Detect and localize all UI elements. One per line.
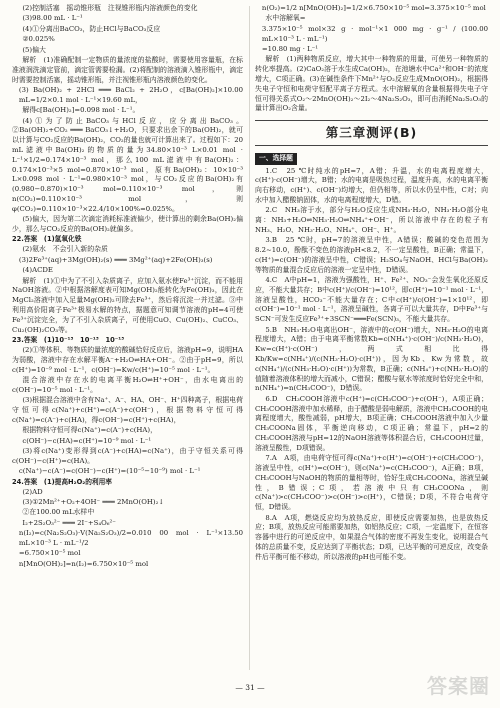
equation-line: (3)2Fe³⁺(aq)+3Mg(OH)₂(s) ═══ 3Mg²⁺(aq)+2Fe(OH)₃(s) <box>18 255 213 264</box>
answer-heading: 24.答案 (1)提高H₂O₂的利用率 <box>12 477 112 486</box>
paragraph: 7.A A项，由电荷守恒可得c(Na⁺)+c(H⁺)=c(OH⁻)+c(CH₃COO⁻)，溶液呈中性，c(H⁺)=c(OH⁻)，则c(Na⁺)=c(CH₃COO⁻)，A正确；B项，CH₃COOH与NaOH的物质的量相等时，恰好生成CH₃COONa，溶液呈碱性，B错误；C项，若溶液中只有CH₃COONa，则c(Na⁺)>c(CH₃COO⁻)>c(OH⁻)>c(H⁺)，C错误；D项，不符合电荷守恒，D错误。 <box>255 454 488 512</box>
paragraph: (5)偏大，因为第二次滴定消耗标准液偏少，使计算出的剩余Ba(OH)₂偏少，那么与CO₂反应的Ba(OH)₂就偏多。 <box>12 215 243 233</box>
equation-line: =10.80 mg · L⁻¹ <box>261 44 319 53</box>
chapter-title: 第三章测评(B) <box>325 125 418 141</box>
chapter-title-band <box>255 120 488 146</box>
paragraph: 8.A A项，燃烧反应均为放热反应，即使反应需要加热，也是放热反应；B项，放热反应可能需要加热，如铝热反应；C项，一定温度下，在恒容容器中进行的可逆反应中，如果混合气体的密度不再发生变化，说明混合气体的总质量不变，反应达到了平衡状态；D项，已达平衡的可逆反应，改变条件后平衡可能不移动，所以溶液的pH也可能不变。 <box>255 513 488 561</box>
paragraph: 混合溶液中存在水的电离平衡H₂O⇌H⁺+OH⁻，由水电离出的c(OH⁻)=10⁻⁵ mol · L⁻¹。 <box>12 376 243 394</box>
paragraph: (3)将c(Na⁺)变形得到c(A⁻)+c(HA)=c(Na⁺)，由于守恒关系可得c(OH⁻)−c(H⁺)=c(HA)。 <box>12 446 243 465</box>
equation-line: c(Na⁺)−c(A⁻)=c(OH⁻)−c(H⁺)=(10⁻⁵−10⁻⁹) mol · L⁻¹ <box>18 467 201 476</box>
equation-line: =6.750×10⁻⁵ mol <box>18 549 81 558</box>
paragraph: (2)氨水 不会引入新的杂质 <box>22 245 108 254</box>
column-divider <box>249 6 250 670</box>
paragraph: (4)ACDE <box>22 266 53 275</box>
paragraph: (3)根据混合溶液中含有Na⁺、A⁻、HA、OH⁻、H⁺四种离子，根据电荷守恒可得c(Na⁺)+c(H⁺)=c(A⁻)+c(OH⁻)，根据物料守恒可得c(Na⁺)=c(A⁻)+c(HA)，得c(OH⁻)=c(H⁺)+c(HA)， <box>12 396 243 424</box>
section-heading: 一、选择题 <box>255 153 297 165</box>
paragraph: c(OH⁻)−c(HA)=c(H⁺)=10⁻⁹ mol · L⁻¹ <box>22 436 152 445</box>
answer-heading: 22.答案 (1)氢氧化铁 <box>12 235 82 244</box>
watermark-logo: 答案圈 <box>427 674 490 698</box>
paragraph: 解析 (1)两种物质反应，增大其中一种物质的用量，可使另一种物质的转化率提高。(2)CaO₂溶于水生成Ca(OH)₂，在池塘水中Ca²⁺和OH⁻的浓度增大，C项正确。(3)在碱性条件下Mn²⁺与O₂反应生成MnO(OH)₂，根据得失电子守恒和电荷守恒配平离子方程式。水中溶解氧的含量根据得失电子守恒可得关系式O₂～2MnO(OH)₂～2I₂～4Na₂S₂O₃，即可由消耗Na₂S₂O₃的量计算出O₂含量。 <box>255 55 488 113</box>
equation-line: n(O₂)=1/2 n[MnO(OH)₂]=1/2×6.750×10⁻⁵ mol=3.375×10⁻⁵ mol <box>261 4 486 12</box>
paragraph: (2)控制活塞 摇动锥形瓶 注视锥形瓶内溶液颜色的变化 <box>22 4 198 12</box>
paragraph: (3)98.00 mL · L⁻¹ <box>22 14 83 23</box>
paragraph: (4)①分离出BaCO₃，防止HCl与BaCO₃反应 <box>22 24 161 33</box>
paragraph: 解析 (1)准确配制一定物质的量浓度的盐酸时，需要使用容量瓶，在标准液润洗滴定管前，滴定管需要检漏。(2)将配制的溶液滴入锥形瓶中，滴定时需要控制活塞，摇动锥形瓶，并注视锥形瓶内溶液颜色的变化。 <box>12 55 243 84</box>
paragraph: (4)①为了防止BaCO₃与HCl反应，应分离出BaCO₃。②Ba(OH)₂+CO₂ ═══ BaCO₃↓+H₂O，只要求出余下的Ba(OH)₂，就可以计算与CO₂反应的Ba(OH)₂，CO₂的量也就可计算出来了。过程如下：20 mL滤液中Ba(OH)₂的物质的量为34.80×10⁻³ L×0.01 mol · L⁻¹×1/2=0.174×10⁻³ mol，那么100 mL滤液中有Ba(OH)₂：0.174×10⁻³×5 mol=0.870×10⁻³ mol，原有Ba(OH)₂：10×10⁻³ L×0.098 mol · L⁻¹=0.980×10⁻³ mol，与CO₂反应的Ba(OH)₂有(0.980−0.870)×10⁻³ mol=0.110×10⁻³ mol，则n(CO₂)=0.110×10⁻³ mol，则φ(CO₂)=0.110×10⁻³×22.4/10×100%=0.025%。 <box>12 116 243 213</box>
paragraph: (5)偏大 <box>22 45 46 54</box>
left-column <box>12 4 243 672</box>
equation-line: n(I₂)=c(Na₂S₂O₃)·V(Na₂S₂O₃)/2=0.010 00 mol · L⁻¹×13.50 mL×10⁻³ L · mL⁻¹/2 <box>18 529 243 548</box>
paragraph: 根据物料守恒可得c(Na⁺)=c(A⁻)+c(HA)， <box>22 426 157 435</box>
paragraph: (3)①2Mn²⁺+O₂+4OH⁻ ═══ 2MnO(OH)₂↓ <box>22 498 165 507</box>
paragraph: 解析 (1)①中为了不引入杂质离子，应加入氨水使Fe³⁺沉淀，而不能用NaOH溶液。②中根据溶解度表可知Mg(OH)₂能转化为Fe(OH)₃，因此在MgCl₂溶液中加入足量Mg(OH)₂可除去Fe³⁺，然后将沉淀一并过滤。③中利用高价阳离子Fe³⁺极易水解的特点，据题意可知调节溶液的pH=4可使Fe³⁺沉淀完全，为了不引入杂质离子，可使用CuO、Cu(OH)₂、CuCO₃、Cu₂(OH)₂CO₃等。 <box>12 276 243 334</box>
page-number: — 31 — <box>235 683 265 692</box>
paragraph: 解得c[Ba(OH)₂]=0.098 mol · L⁻¹。 <box>22 106 140 115</box>
paragraph: 3.B 25 ℃时，pH=7的溶液呈中性，A错误；酸碱的变色范围为8.2~10.0，酚酞不变色的溶液pH<8.2，不一定呈酸性，B正确；常温下，c(H⁺)=c(OH⁻)的溶液呈中性，C错误；H₂SO₄与NaOH、HCl与Ba(OH)₂等物质的量混合反应后的溶液一定呈中性，D错误。 <box>255 236 488 274</box>
right-column <box>255 4 488 672</box>
paragraph: I₂+2S₂O₃²⁻ ═══ 2I⁻+S₄O₆²⁻ <box>22 518 116 527</box>
paragraph: ②在100.00 mL水样中 <box>22 508 95 517</box>
paragraph: (2)AD <box>22 487 43 496</box>
paragraph: 水中溶解氧= <box>265 14 306 23</box>
answer-heading: 23.答案 (1)10⁻¹³ 10⁻¹³ 10⁻¹³ <box>12 335 125 344</box>
paragraph: 4.C A中pH=1，溶液为强酸性，H⁺、Fe²⁺、NO₃⁻会发生氧化还原反应，不能大量共存；B中c(H⁺)/c(OH⁻)=10¹²，即c(H⁺)=10⁻¹ mol · L⁻¹，溶液呈酸性，HCO₃⁻不能大量存在；C中c(H⁺)/c(OH⁻)=1×10¹²，即c(OH⁻)=10⁻¹ mol · L⁻¹，溶液呈碱性，各离子可以大量共存，D中Fe³⁺与SCN⁻可发生反应Fe³⁺+3SCN⁻═══Fe(SCN)₃，不能大量共存。 <box>255 276 488 324</box>
equation-line: n[MnO(OH)₂]=n(I₂)=6.750×10⁻⁵ mol <box>18 559 149 568</box>
paragraph: 2.C NH₃溶于水，部分与H₂O反应生成NH₃·H₂O，NH₃·H₂O部分电离：NH₃+H₂O⇌NH₃·H₂O⇌NH₄⁺+OH⁻，所以溶液中存在的粒子有NH₃、H₂O、NH₃·H₂O、NH₄⁺、OH⁻、H⁺。 <box>255 206 488 234</box>
equation-line: (3) Ba(OH)₂ + 2HCl ═══ BaCl₂ + 2H₂O，c[Ba(OH)₂]×10.00 mL=1/2×0.1 mol · L⁻¹×19.60 mL， <box>18 85 243 104</box>
paragraph: (2)①等体积、等物质的量浓度的酸碱恰好反应后，溶液pH=9，说明HA为弱酸，溶液中存在水解平衡A⁻+H₂O⇌HA+OH⁻。②由于pH=9，所以c(H⁺)=10⁻⁹ mol · L⁻¹，c(OH⁻)=Kw/c(H⁺)=10⁻⁵ mol · L⁻¹。 <box>12 346 243 374</box>
paragraph: ②0.025% <box>22 35 55 44</box>
paragraph: 1.C 25 ℃时纯水的pH=7，A错；升温，水的电离程度增大，c(H⁺)·c(OH⁻)增大，B错；水的电离是吸热过程，温度升高，水的电离平衡向右移动，c(H⁺)、c(OH⁻)均增大，但仍相等，所以水仍呈中性，C对；向水中加入醋酸钠固体，水的电离程度增大，D错。 <box>255 166 488 204</box>
section-heading-row <box>255 152 488 167</box>
paragraph: 6.D CH₃COOH溶液中c(H⁺)=c(CH₃COO⁻)+c(OH⁻)，A项正确；CH₃COOH溶液中加水稀释，由于醋酸是弱电解质，溶液中CH₃COOH的电离程度增大，酸性减弱，pH增大，B项正确；CH₃COOH溶液中加入少量CH₃COONa固体，平衡逆向移动，C项正确；常温下，pH=2的CH₃COOH溶液与pH=12的NaOH溶液等体积混合后，CH₃COOH过量，溶液呈酸性，D项错误。 <box>255 394 488 452</box>
paragraph: 5.B NH₃·H₂O电离出OH⁻，溶液中的c(OH⁻)增大，NH₃·H₂O的电离程度增大，A错；由于电离平衡常数Kb=c(NH₄⁺)·c(OH⁻)/c(NH₃·H₂O)，Kw=c(H⁺)·c(OH⁻)，两式相比得Kb/Kw=c(NH₄⁺)/(c(NH₃·H₂O)·c(H⁺))，因为Kb、Kw为常数，故c(NH₄⁺)/(c(NH₃·H₂O)·c(H⁺))为常数，B正确；c(NH₄⁺)+c(NH₃·H₂O)的值随着溶液体积的增大而减小，C错误；醋酸与氨水等浓度时恰好完全中和，n(NH₄⁺)=n(CH₃COO⁻)，D错误。 <box>255 325 488 393</box>
equation-line: 3.375×10⁻⁵ mol×32 g · mol⁻¹×1 000 mg · g⁻¹ / (100.00 mL×10⁻³ L · mL⁻¹) <box>261 24 488 43</box>
